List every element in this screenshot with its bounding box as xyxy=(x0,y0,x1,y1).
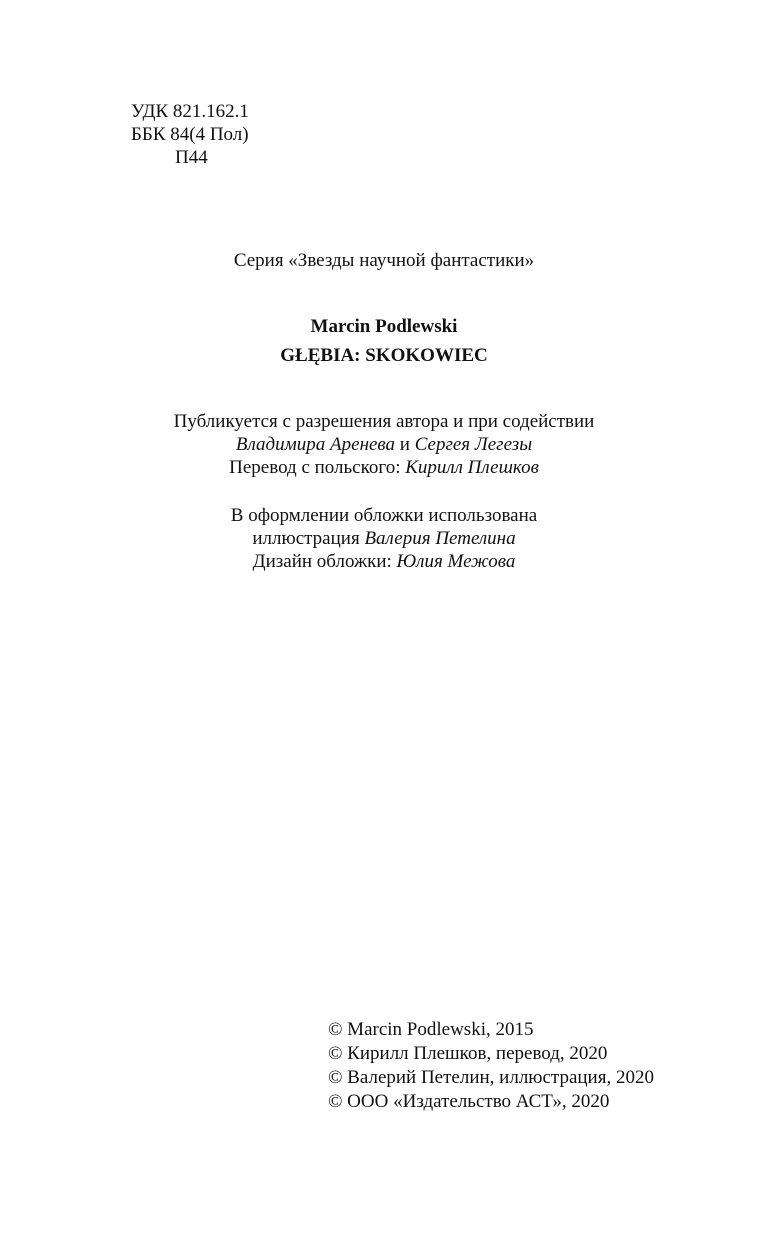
original-work xyxy=(0,312,768,370)
design-line xyxy=(0,550,768,573)
translation-line xyxy=(0,456,768,479)
conjunction: и xyxy=(395,434,415,455)
cover-credits xyxy=(0,504,768,573)
original-title: GŁĘBIA: SKOKOWIEC xyxy=(280,345,488,366)
bbk-code: ББК 84(4 Пол) xyxy=(131,124,249,145)
translation-label: Перевод с польского: xyxy=(229,457,406,478)
copyright-line: © Кирилл Плешков, перевод, 2020 xyxy=(328,1043,608,1064)
illustration-label: иллюстрация xyxy=(252,528,365,549)
original-author: Marcin Podlewski xyxy=(310,316,458,337)
udk-code: УДК 821.162.1 xyxy=(131,101,249,122)
series-line: Серия «Звезды научной фантастики» xyxy=(233,250,535,271)
assistant-name-2: Сергея Легезы xyxy=(414,434,533,455)
cover-line: В оформлении обложки использована xyxy=(230,505,538,526)
illustration-line xyxy=(0,527,768,550)
classification-codes xyxy=(131,100,249,169)
designer-name: Юлия Межова xyxy=(396,551,516,572)
copyright-line: © ООО «Издательство АСТ», 2020 xyxy=(328,1091,610,1112)
permission-line: Публикуется с разрешения автора и при содействии xyxy=(173,411,595,432)
author-mark: П44 xyxy=(175,147,208,168)
copyright-block xyxy=(328,1018,654,1114)
translator-name: Кирилл Плешков xyxy=(405,457,539,478)
copyright-line: © Marcin Podlewski, 2015 xyxy=(328,1019,534,1040)
publication-credits xyxy=(0,410,768,479)
assistance-line xyxy=(0,433,768,456)
assistant-name-1: Владимира Аренева xyxy=(235,434,396,455)
copyright-line: © Валерий Петелин, иллюстрация, 2020 xyxy=(328,1067,654,1088)
design-label: Дизайн обложки: xyxy=(252,551,397,572)
illustrator-name: Валерия Петелина xyxy=(364,528,516,549)
